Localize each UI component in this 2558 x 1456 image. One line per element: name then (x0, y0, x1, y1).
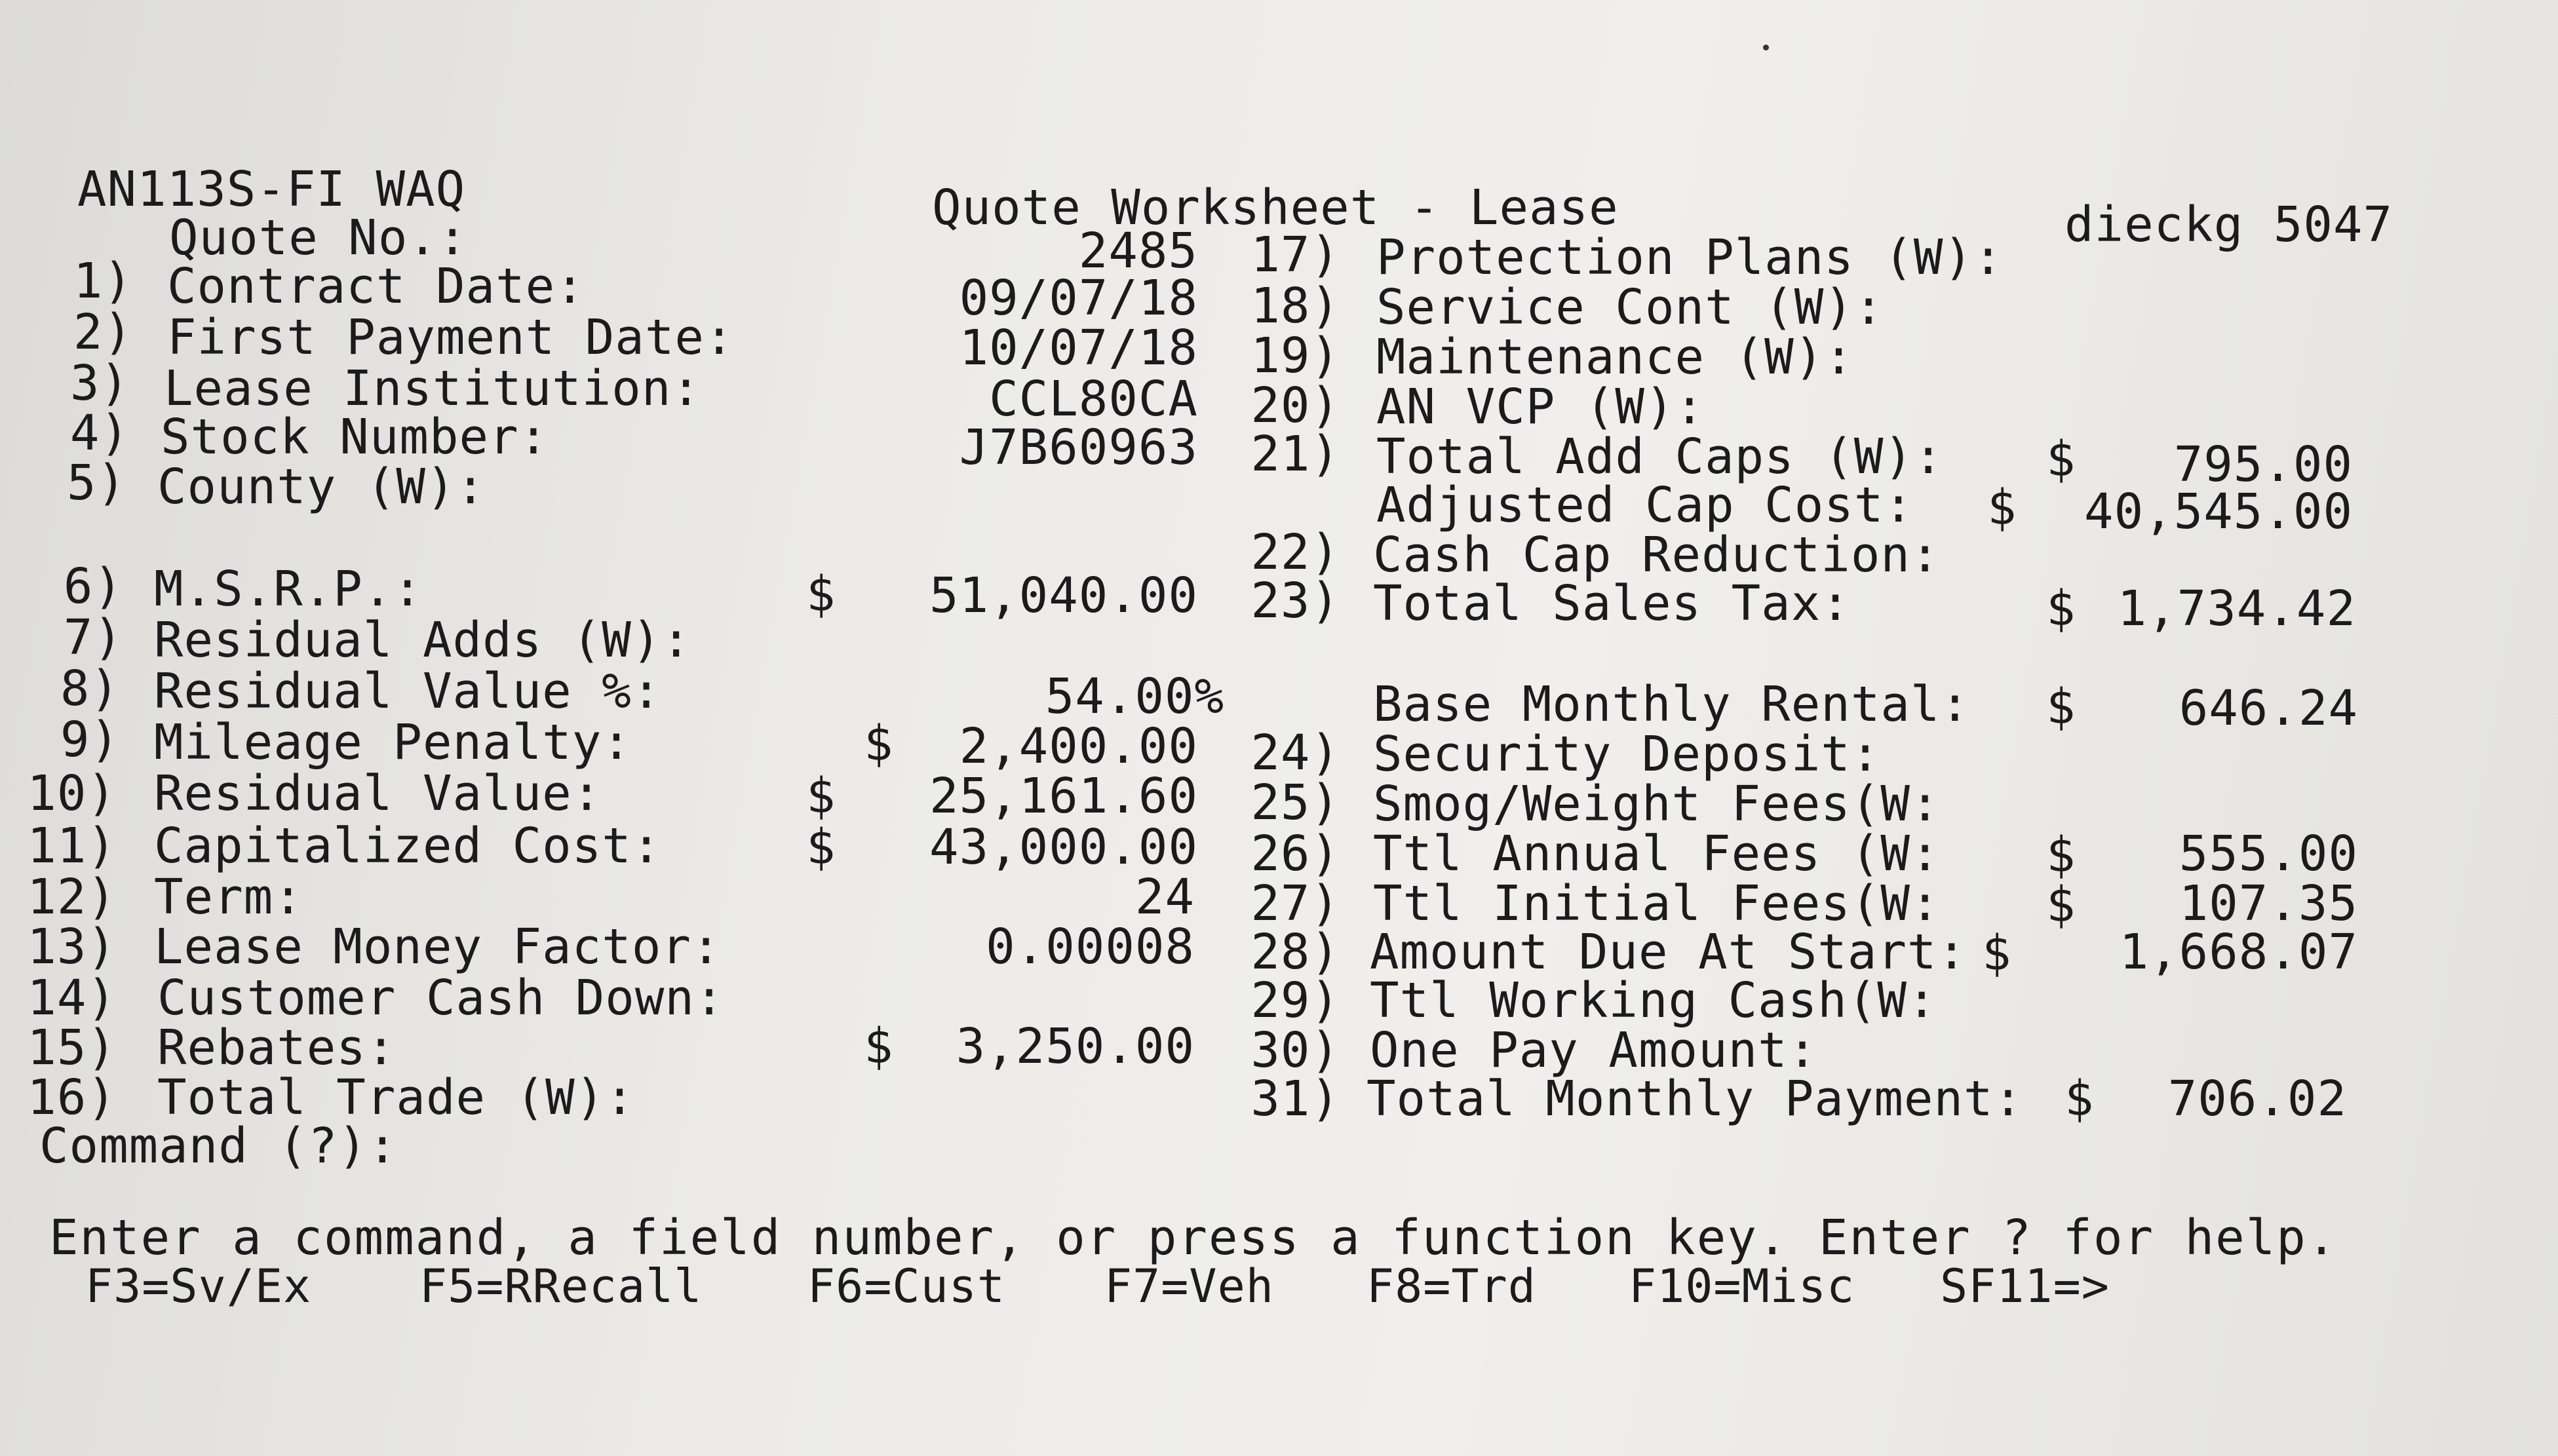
field-value[interactable]: 10/07/18 (959, 320, 1198, 376)
field-dollar-sign: $ (2046, 679, 2076, 735)
field-number: 11) (27, 818, 117, 874)
field-value[interactable]: 0.00008 (986, 919, 1195, 975)
field-value[interactable]: 54.00% (1045, 668, 1224, 725)
field-number: 27) (1250, 875, 1340, 932)
field-label: One Pay Amount: (1370, 1022, 1818, 1079)
field-number: 17) (1250, 227, 1340, 283)
help-text: Enter a command, a field number, or press a function key. Enter ? for help. (49, 1210, 2338, 1266)
field-value[interactable]: 2,400.00 (959, 718, 1198, 775)
field-number: 18) (1250, 278, 1340, 334)
field-label: Lease Money Factor: (154, 919, 722, 975)
field-value[interactable]: 706.02 (2167, 1071, 2347, 1127)
field-dollar-sign: $ (2046, 877, 2076, 933)
field-number: 20) (1250, 377, 1340, 434)
command-label: Command (?): (39, 1118, 398, 1174)
program-id: AN113S-FI WAQ (77, 161, 466, 218)
field-label: Rebates: (157, 1020, 397, 1076)
function-key-f6[interactable]: F6=Cust (807, 1259, 1006, 1313)
field-number: 23) (1250, 573, 1340, 629)
field-number: 13) (27, 919, 117, 975)
field-label: First Payment Date: (167, 309, 735, 366)
quote-no-value: 2485 (1078, 223, 1198, 279)
field-dollar-sign: $ (2064, 1071, 2095, 1127)
field-number: 26) (1250, 826, 1340, 882)
field-number: 24) (1250, 725, 1340, 781)
field-value: 40,545.00 (2084, 484, 2353, 540)
field-label: Protection Plans (W): (1376, 229, 2004, 286)
field-number: 25) (1250, 775, 1340, 831)
field-dollar-sign: $ (806, 566, 836, 623)
field-label: Total Sales Tax: (1373, 575, 1851, 632)
field-number: 3) (69, 355, 130, 412)
field-number: 9) (60, 712, 120, 768)
field-value[interactable]: 43,000.00 (929, 819, 1198, 875)
function-key-f3[interactable]: F3=Sv/Ex (85, 1259, 312, 1313)
field-number: 19) (1250, 328, 1340, 384)
field-label: Service Cont (W): (1376, 279, 1884, 335)
field-dollar-sign: $ (864, 1018, 894, 1075)
command-input[interactable] (485, 1122, 1077, 1174)
field-value[interactable]: 795.00 (2173, 436, 2353, 493)
field-value[interactable]: 555.00 (2179, 826, 2358, 882)
field-label: AN VCP (W): (1376, 379, 1705, 435)
field-label: Residual Adds (W): (154, 612, 691, 668)
function-key-f7[interactable]: F7=Veh (1104, 1259, 1274, 1313)
field-value[interactable]: 1,734.42 (2117, 581, 2356, 637)
field-value[interactable]: 09/07/18 (959, 270, 1198, 326)
field-label: Capitalized Cost: (154, 818, 662, 874)
field-label: Ttl Annual Fees (W: (1373, 826, 1941, 882)
field-value[interactable]: CCL80CA (989, 371, 1198, 427)
field-number: 6) (63, 558, 123, 615)
field-label: Adjusted Cap Cost: (1376, 477, 1914, 533)
field-dollar-sign: $ (2046, 827, 2076, 883)
field-value[interactable]: 3,250.00 (956, 1018, 1195, 1075)
field-dollar-sign: $ (2046, 581, 2076, 637)
field-label: Smog/Weight Fees(W: (1373, 776, 1941, 832)
field-label: Contract Date: (167, 258, 585, 315)
field-number: 12) (27, 869, 117, 925)
field-number: 5) (66, 455, 126, 511)
field-dollar-sign: $ (1982, 925, 2012, 982)
field-label: Cash Cap Reduction: (1373, 527, 1941, 583)
paper-speck (1763, 45, 1769, 50)
field-label: Base Monthly Rental: (1373, 676, 1971, 733)
function-key-f10[interactable]: F10=Misc (1629, 1259, 1855, 1313)
user-id: dieckg 5047 (2064, 197, 2393, 253)
field-number: 10) (27, 765, 117, 822)
field-label: Residual Value: (154, 765, 602, 822)
field-label: Maintenance (W): (1376, 329, 1854, 385)
function-key-f5[interactable]: F5=RRecall (419, 1259, 703, 1313)
field-dollar-sign: $ (806, 819, 836, 875)
field-value: 646.24 (2179, 680, 2358, 737)
field-label: Residual Value %: (154, 663, 662, 719)
field-number: 16) (27, 1069, 117, 1126)
field-value[interactable]: J7B60963 (959, 419, 1198, 476)
field-value[interactable]: 51,040.00 (929, 567, 1198, 624)
field-label: M.S.R.P.: (154, 561, 423, 617)
field-dollar-sign: $ (1987, 480, 2017, 536)
field-label: Ttl Initial Fees(W: (1373, 875, 1941, 932)
field-number: 28) (1250, 924, 1340, 980)
field-label: Stock Number: (161, 409, 549, 465)
field-dollar-sign: $ (864, 716, 894, 772)
field-label: Total Trade (W): (157, 1069, 635, 1126)
field-label: Term: (154, 869, 303, 925)
screen-title: Quote Worksheet - Lease (932, 180, 1619, 236)
field-number: 22) (1250, 524, 1340, 581)
field-dollar-sign: $ (806, 768, 836, 824)
field-label: Lease Institution: (164, 360, 701, 417)
function-key-sf11[interactable]: SF11=> (1940, 1259, 2110, 1313)
field-value[interactable]: 107.35 (2179, 875, 2358, 932)
field-number: 4) (69, 405, 130, 461)
field-value[interactable]: 25,161.60 (929, 768, 1198, 824)
field-label: Total Monthly Payment: (1366, 1071, 2024, 1127)
field-number: 8) (60, 661, 120, 717)
field-value[interactable]: 1,668.07 (2119, 924, 2358, 980)
field-label: Amount Due At Start: (1370, 924, 1967, 980)
field-number: 31) (1250, 1071, 1340, 1127)
quote-no-label: Quote No.: (169, 210, 468, 266)
field-label: Customer Cash Down: (157, 970, 725, 1026)
field-number: 7) (63, 609, 123, 666)
field-number: 15) (27, 1020, 117, 1076)
field-label: Mileage Penalty: (154, 714, 632, 771)
function-key-f8[interactable]: F8=Trd (1366, 1259, 1536, 1313)
field-number: 30) (1250, 1022, 1340, 1079)
field-label: Total Add Caps (W): (1376, 429, 1944, 485)
field-number: 29) (1250, 972, 1340, 1029)
field-label: County (W): (157, 459, 486, 515)
field-number: 14) (27, 970, 117, 1026)
field-number: 1) (73, 253, 133, 309)
field-number: 21) (1250, 426, 1340, 482)
field-label: Security Deposit: (1373, 726, 1881, 782)
field-number: 2) (73, 304, 133, 360)
field-value[interactable]: 24 (1134, 869, 1195, 925)
field-label: Ttl Working Cash(W: (1370, 972, 1937, 1029)
field-dollar-sign: $ (2046, 431, 2076, 488)
